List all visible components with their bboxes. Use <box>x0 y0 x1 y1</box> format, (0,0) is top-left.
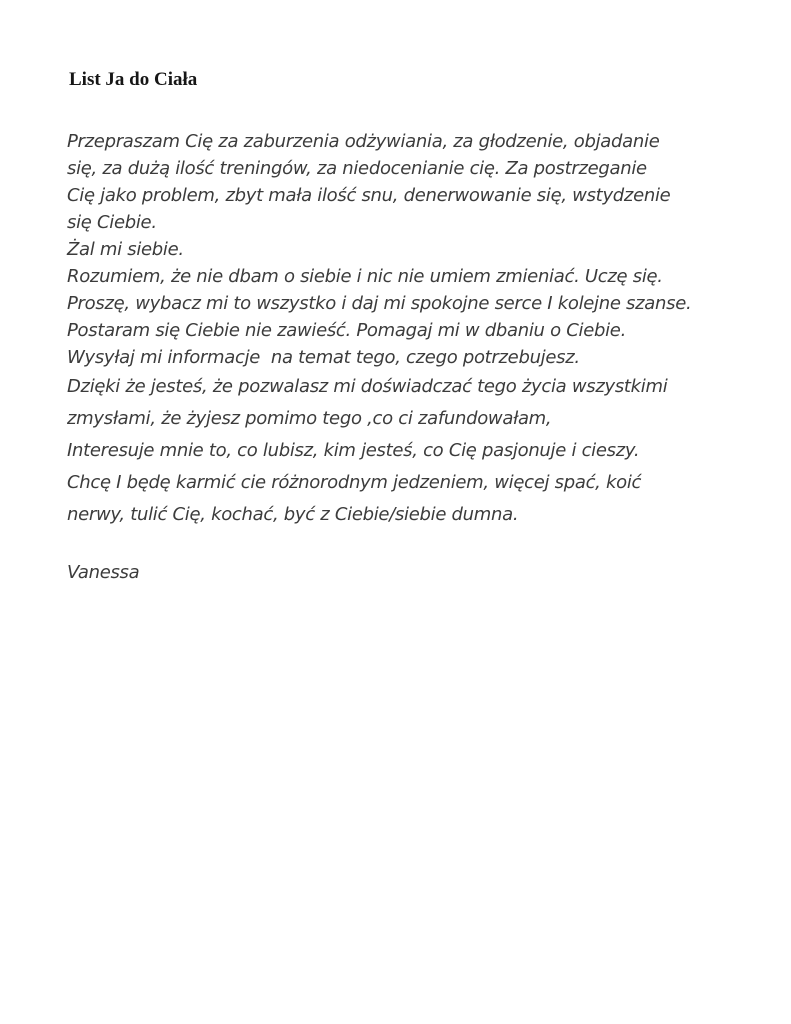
letter-line: Postaram się Ciebie nie zawieść. Pomagaj mi w dbaniu o Ciebie. <box>67 320 626 341</box>
letter-line: Chcę I będę karmić cie różnorodnym jedzeniem, więcej spać, koić <box>67 472 642 493</box>
letter-line: zmysłami, że żyjesz pomimo tego ,co ci zafundowałam, <box>67 408 552 429</box>
letter-line: Rozumiem, że nie dbam o siebie i nic nie umiem zmieniać. Uczę się. <box>67 266 663 287</box>
letter-line: Interesuje mnie to, co lubisz, kim jesteś, co Cię pasjonuje i cieszy. <box>67 440 640 461</box>
letter-line: Żal mi siebie. <box>67 239 184 260</box>
letter-body <box>67 128 767 589</box>
letter-line: Proszę, wybacz mi to wszystko i daj mi spokojne serce I kolejne szanse. <box>67 293 692 314</box>
letter-line: Wysyłaj mi informacje na temat tego, czego potrzebujesz. <box>67 347 580 368</box>
letter-line: się, za dużą ilość treningów, za niedocenianie cię. Za postrzeganie <box>67 158 647 179</box>
signature: Vanessa <box>67 562 140 583</box>
page-title: List Ja do Ciała <box>69 69 198 90</box>
letter-line: Cię jako problem, zbyt mała ilość snu, denerwowanie się, wstydzenie <box>67 185 671 206</box>
letter-line: nerwy, tulić Cię, kochać, być z Ciebie/siebie dumna. <box>67 504 519 525</box>
letter-line: Przepraszam Cię za zaburzenia odżywiania, za głodzenie, objadanie <box>67 131 660 152</box>
letter-line: Dzięki że jesteś, że pozwalasz mi doświadczać tego życia wszystkimi <box>67 376 668 397</box>
letter-line: się Ciebie. <box>67 212 157 233</box>
